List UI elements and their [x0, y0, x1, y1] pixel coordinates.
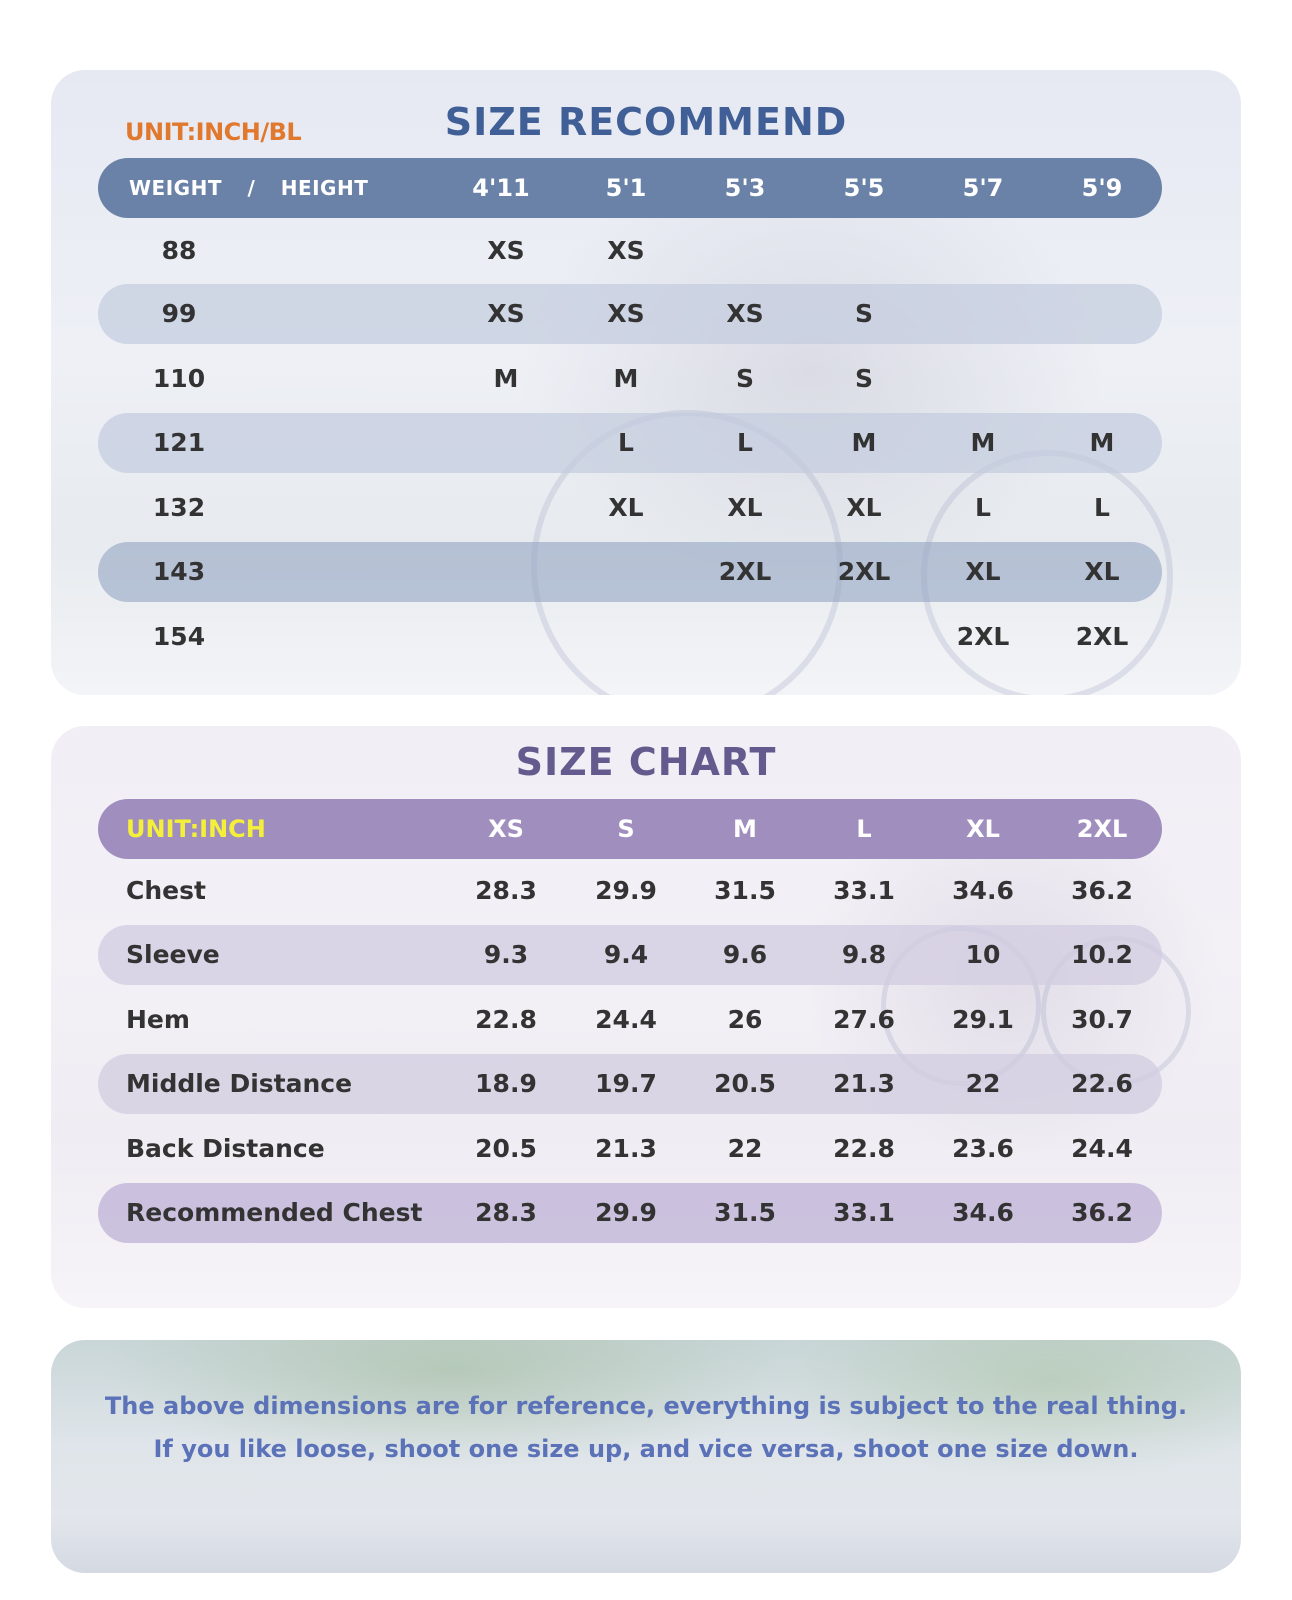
- measure-value: 22: [965, 1069, 1001, 1098]
- weight-header: WEIGHT: [129, 176, 222, 200]
- measure-label: Recommended Chest: [126, 1198, 423, 1227]
- weight-value: 110: [152, 364, 206, 393]
- size-col-m: M: [733, 815, 757, 843]
- size-cell: XS: [726, 299, 764, 328]
- measure-value: 20.5: [475, 1134, 537, 1163]
- size-cell: [566, 542, 686, 602]
- measure-value: 21.3: [595, 1134, 657, 1163]
- size-cell: L: [618, 428, 634, 457]
- size-cell: [685, 607, 805, 667]
- table-row: [98, 284, 1162, 344]
- height-col-5: 5'7: [962, 174, 1004, 202]
- table-row: [98, 413, 1162, 473]
- weight-height-header: [129, 158, 368, 218]
- measure-value: 19.7: [595, 1069, 657, 1098]
- size-cell: M: [1089, 428, 1115, 457]
- size-cell: XS: [607, 299, 645, 328]
- size-cell: [566, 607, 686, 667]
- size-cell: XL: [1084, 557, 1120, 586]
- size-cell: [804, 221, 924, 281]
- measure-label: Middle Distance: [126, 1069, 353, 1098]
- table-row: [98, 925, 1162, 985]
- table-row: [98, 542, 1162, 602]
- weight-value: 121: [152, 428, 206, 457]
- unit-inch-label: UNIT:INCH: [126, 815, 266, 843]
- height-header: HEIGHT: [280, 176, 369, 200]
- measure-value: 29.9: [595, 1198, 657, 1227]
- size-cell: S: [735, 364, 754, 393]
- size-cell: [1042, 349, 1162, 409]
- measure-value: 9.8: [841, 940, 887, 969]
- size-col-xs: XS: [488, 815, 524, 843]
- size-cell: S: [854, 299, 873, 328]
- size-cell: 2XL: [1075, 622, 1129, 651]
- note-panel: [51, 1340, 1241, 1573]
- measure-value: 9.6: [722, 940, 768, 969]
- size-cell: M: [493, 364, 519, 393]
- weight-value: 143: [152, 557, 206, 586]
- height-col-1: 4'11: [472, 174, 530, 202]
- weight-value: 88: [161, 236, 197, 265]
- measure-value: 31.5: [714, 876, 776, 905]
- size-recommend-panel: [51, 70, 1241, 695]
- size-cell: L: [1094, 493, 1110, 522]
- size-cell: [685, 221, 805, 281]
- size-cell: L: [975, 493, 991, 522]
- measure-label: Sleeve: [126, 940, 220, 969]
- table-row: [98, 990, 1162, 1050]
- size-cell: [446, 542, 566, 602]
- size-cell: 2XL: [837, 557, 891, 586]
- table-row: [98, 861, 1162, 921]
- measure-value: 18.9: [475, 1069, 537, 1098]
- measure-value: 26: [727, 1005, 763, 1034]
- height-col-4: 5'5: [843, 174, 885, 202]
- height-col-3: 5'3: [724, 174, 766, 202]
- size-cell: 2XL: [956, 622, 1010, 651]
- table-row: [98, 349, 1162, 409]
- measure-value: 21.3: [833, 1069, 895, 1098]
- size-cell: L: [737, 428, 753, 457]
- recommend-header-row: [98, 158, 1162, 218]
- measure-label: Back Distance: [126, 1134, 325, 1163]
- size-cell: XL: [965, 557, 1001, 586]
- measure-value: 10: [965, 940, 1001, 969]
- size-col-l: L: [856, 815, 872, 843]
- size-chart-title: SIZE CHART: [515, 740, 777, 784]
- table-row: [98, 1119, 1162, 1179]
- measure-value: 22.8: [475, 1005, 537, 1034]
- measure-value: 23.6: [952, 1134, 1014, 1163]
- measure-value: 28.3: [475, 876, 537, 905]
- weight-value: 154: [152, 622, 206, 651]
- size-cell: [923, 221, 1043, 281]
- table-row: [98, 1054, 1162, 1114]
- weight-value: 99: [161, 299, 197, 328]
- measure-value: 33.1: [833, 876, 895, 905]
- height-col-6: 5'9: [1081, 174, 1123, 202]
- size-cell: XS: [607, 236, 645, 265]
- size-cell: [1042, 284, 1162, 344]
- unit-label: UNIT:INCH/BL: [125, 118, 302, 146]
- measure-value: 24.4: [1071, 1134, 1133, 1163]
- size-cell: XL: [608, 493, 644, 522]
- size-col-2xl: 2XL: [1076, 815, 1128, 843]
- measure-value: 36.2: [1071, 876, 1133, 905]
- measure-value: 29.9: [595, 876, 657, 905]
- measure-value: 28.3: [475, 1198, 537, 1227]
- measure-label: Hem: [126, 1005, 190, 1034]
- size-cell: M: [970, 428, 996, 457]
- size-cell: [1042, 221, 1162, 281]
- size-col-xl: XL: [966, 815, 1000, 843]
- measure-value: 9.4: [603, 940, 649, 969]
- table-row: [98, 478, 1162, 538]
- size-cell: [923, 349, 1043, 409]
- size-chart-panel: [51, 726, 1241, 1308]
- size-cell: XS: [487, 299, 525, 328]
- measure-value: 22: [727, 1134, 763, 1163]
- measure-value: 34.6: [952, 876, 1014, 905]
- measure-value: 20.5: [714, 1069, 776, 1098]
- measure-value: 36.2: [1071, 1198, 1133, 1227]
- measure-value: 29.1: [952, 1005, 1014, 1034]
- weight-value: 132: [152, 493, 206, 522]
- height-col-2: 5'1: [605, 174, 647, 202]
- note-line-1: The above dimensions are for reference, everything is subject to the real thing.: [104, 1392, 1188, 1420]
- header-separator: /: [247, 176, 256, 200]
- measure-value: 33.1: [833, 1198, 895, 1227]
- size-col-s: S: [617, 815, 635, 843]
- size-cell: XS: [487, 236, 525, 265]
- table-row: [98, 1183, 1162, 1243]
- size-cell: [446, 413, 566, 473]
- size-cell: 2XL: [718, 557, 772, 586]
- chart-header-row: [98, 799, 1162, 859]
- measure-value: 31.5: [714, 1198, 776, 1227]
- size-cell: M: [613, 364, 639, 393]
- measure-label: Chest: [126, 876, 206, 905]
- measure-value: 22.6: [1071, 1069, 1133, 1098]
- size-cell: [446, 478, 566, 538]
- measure-value: 24.4: [595, 1005, 657, 1034]
- size-cell: [446, 607, 566, 667]
- measure-value: 9.3: [483, 940, 529, 969]
- table-row: [98, 607, 1162, 667]
- note-line-2: If you like loose, shoot one size up, and vice versa, shoot one size down.: [153, 1435, 1139, 1463]
- size-cell: [923, 284, 1043, 344]
- size-recommend-title: SIZE RECOMMEND: [444, 100, 848, 144]
- measure-value: 30.7: [1071, 1005, 1133, 1034]
- measure-value: 27.6: [833, 1005, 895, 1034]
- size-cell: S: [854, 364, 873, 393]
- measure-value: 34.6: [952, 1198, 1014, 1227]
- size-cell: XL: [846, 493, 882, 522]
- table-row: [98, 221, 1162, 281]
- size-cell: M: [851, 428, 877, 457]
- measure-value: 22.8: [833, 1134, 895, 1163]
- size-cell: XL: [727, 493, 763, 522]
- measure-value: 10.2: [1071, 940, 1133, 969]
- size-cell: [804, 607, 924, 667]
